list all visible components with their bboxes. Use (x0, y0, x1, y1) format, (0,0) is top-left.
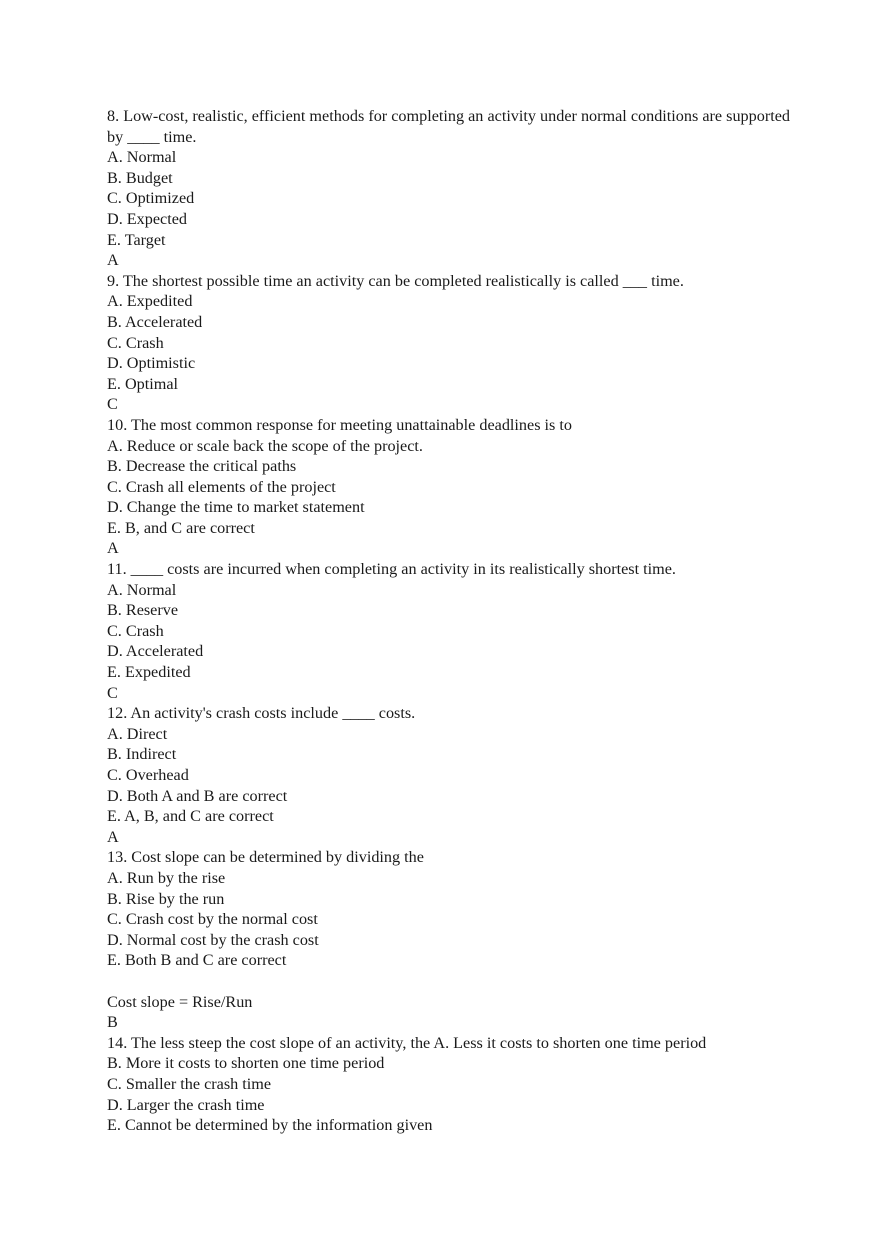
question-stem: 14. The less steep the cost slope of an activity, the A. Less it costs to shorten one time period (107, 1033, 707, 1052)
option-e: E. B, and C are correct (107, 518, 255, 537)
option-e: E. Both B and C are correct (107, 951, 287, 970)
option-c: C. Crash cost by the normal cost (107, 910, 318, 929)
option-d: D. Optimistic (107, 354, 196, 373)
option-b: B. Budget (107, 168, 173, 187)
answer-key: B (107, 1013, 118, 1032)
option-c: C. Overhead (107, 766, 189, 784)
question-stem: 12. An activity's crash costs include ____ costs. (107, 704, 416, 723)
option-e: E. Optimal (107, 374, 179, 393)
option-d: D. Expected (107, 209, 188, 228)
option-d: D. Both A and B are correct (107, 786, 288, 805)
option-b: B. Reserve (107, 601, 179, 620)
option-a: A. Run by the rise (107, 868, 226, 887)
option-b: B. More it costs to shorten one time period (107, 1054, 385, 1073)
option-e: E. Target (107, 230, 166, 249)
option-b: B. Decrease the critical paths (107, 457, 297, 476)
option-a: A. Normal (107, 148, 177, 167)
explanation-note: Cost slope = Rise/Run (107, 992, 253, 1011)
option-a: A. Normal (107, 580, 177, 599)
option-c: C. Crash (107, 333, 164, 352)
option-c: C. Optimized (107, 189, 195, 208)
option-d: D. Accelerated (107, 642, 204, 661)
document-page (107, 106, 807, 1136)
question-12 (107, 703, 807, 847)
question-8 (107, 106, 807, 271)
option-c: C. Crash all elements of the project (107, 477, 336, 496)
question-9 (107, 271, 807, 415)
answer-key: C (107, 395, 118, 414)
option-c: C. Crash (107, 621, 164, 640)
option-e: E. Expedited (107, 663, 191, 682)
option-e: E. A, B, and C are correct (107, 807, 274, 826)
question-stem: 10. The most common response for meeting unattainable deadlines is to (107, 415, 572, 434)
question-11 (107, 559, 807, 703)
answer-key: A (107, 251, 119, 270)
option-b: B. Accelerated (107, 312, 203, 331)
question-13 (107, 847, 807, 1032)
question-stem: 8. Low-cost, realistic, efficient methods for completing an activity under normal conditions are supported by ____ time. (107, 107, 790, 146)
answer-key: A (107, 539, 119, 558)
question-stem: 13. Cost slope can be determined by dividing the (107, 848, 424, 867)
option-a: A. Expedited (107, 292, 193, 311)
question-stem: 9. The shortest possible time an activity can be completed realistically is called ___ time. (107, 271, 684, 290)
option-d: D. Change the time to market statement (107, 498, 365, 517)
option-e: E. Cannot be determined by the information given (107, 1116, 433, 1135)
option-b: B. Rise by the run (107, 889, 225, 908)
answer-key: C (107, 683, 118, 702)
question-10 (107, 415, 807, 559)
option-a: A. Direct (107, 724, 168, 743)
answer-key: A (107, 827, 119, 846)
question-14 (107, 1033, 807, 1136)
option-a: A. Reduce or scale back the scope of the project. (107, 436, 423, 455)
question-stem: 11. ____ costs are incurred when completing an activity in its realistically shortest time. (107, 560, 676, 579)
option-d: D. Normal cost by the crash cost (107, 930, 319, 949)
option-c: C. Smaller the crash time (107, 1074, 272, 1093)
option-d: D. Larger the crash time (107, 1095, 265, 1114)
option-b: B. Indirect (107, 745, 177, 764)
blank-line (107, 971, 807, 992)
